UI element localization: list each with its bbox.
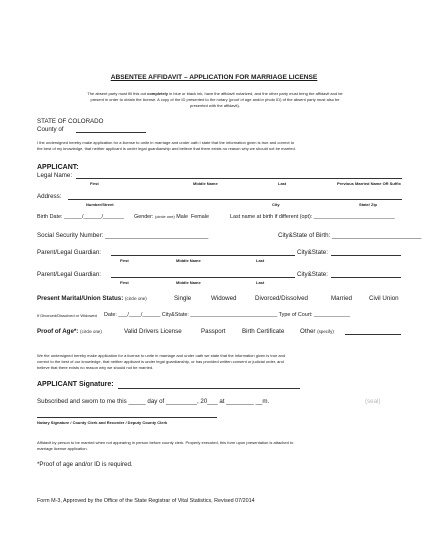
proof-of-age-label: Proof of Age*: xyxy=(37,328,79,335)
guardian2-city-state-label: City&State: xyxy=(297,271,328,278)
affidavit-note-line2: marriage license application. xyxy=(37,446,88,451)
guardian2-label: Parent/Legal Guardian: xyxy=(37,271,101,278)
address-label: Address: xyxy=(37,193,62,200)
legal-name-field[interactable] xyxy=(76,178,402,179)
circle-one-hint: (circle one) xyxy=(154,214,175,219)
guardian2-last-sublabel: Last xyxy=(256,280,265,285)
marital-option-civil-union[interactable]: Civil Union xyxy=(369,295,399,302)
applicant-heading: APPLICANT: xyxy=(37,164,79,171)
marital-option-married[interactable]: Married xyxy=(331,295,352,302)
marital-status-label: Present Marital/Union Status: xyxy=(37,295,124,302)
proof-other-field[interactable] xyxy=(345,334,401,335)
legal-name-label: Legal Name: xyxy=(37,172,73,179)
sworn-statement[interactable]: Subscribed and sworn to me this _____ day of _________, 20___ at ________ __m. xyxy=(37,398,270,405)
guardian1-city-state-field[interactable] xyxy=(331,255,401,256)
oath-line2: the best of my knowledge, that neither applicant is under legal guardianship and believe that there exists no reason why we should not be married. xyxy=(37,146,296,151)
county-field[interactable] xyxy=(76,132,146,133)
guardian1-name-field[interactable] xyxy=(111,255,295,256)
proof-other-label: Other xyxy=(300,328,316,335)
proof-required-note: *Proof of age and/or ID is required. xyxy=(37,461,133,468)
seal-label: (seal) xyxy=(365,398,381,405)
intro-text: The absent party must fill this out xyxy=(87,91,148,96)
notary-signature-field[interactable] xyxy=(37,417,217,418)
ssn-label[interactable]: Social Security Number: ______________________________ xyxy=(37,232,209,239)
intro-text: in blue or black ink, have the affidavit notarized, and the other party must bring the affidavit and be xyxy=(168,91,343,96)
name-last-sublabel: Last xyxy=(278,181,287,186)
address-state-zip-sublabel: State/ Zip xyxy=(359,202,378,207)
if-divorced-label: If Divorced/Dissolved or Widowed xyxy=(37,313,97,318)
gender-option-female[interactable]: Female xyxy=(190,214,209,220)
circle-one-hint: (circle one) xyxy=(125,296,147,301)
guardian1-middle-sublabel: Middle Name xyxy=(176,258,201,263)
proof-of-age-group xyxy=(37,328,102,335)
notary-signature-label: Notary Signature / County Clerk and Recorder / Deputy County Clerk xyxy=(37,420,168,425)
guardian1-first-sublabel: First xyxy=(120,258,129,263)
guardian2-middle-sublabel: Middle Name xyxy=(176,280,201,285)
intro-instructions-line3: presented with the affidavit). xyxy=(190,103,240,108)
name-first-sublabel: First xyxy=(90,181,99,186)
county-label: County of xyxy=(37,126,64,133)
declaration-line2: correct to the best of our knowledge, that neither applicant is under legal guardianship, or has provided written consent or judicial order, and xyxy=(37,359,284,364)
guardian2-city-state-field[interactable] xyxy=(331,277,401,278)
guardian1-city-state-label: City&State: xyxy=(297,249,328,256)
guardian2-name-field[interactable] xyxy=(111,277,295,278)
marital-option-single[interactable]: Single xyxy=(174,295,192,302)
proof-option-other[interactable] xyxy=(300,328,334,335)
proof-option-drivers-license[interactable]: Valid Drivers License xyxy=(124,328,182,335)
proof-option-birth-certificate[interactable]: Birth Certificate xyxy=(242,328,285,335)
guardian1-last-sublabel: Last xyxy=(256,258,265,263)
name-middle-sublabel: Middle Name xyxy=(193,181,218,186)
form-footer: Form M-3, Approved by the Office of the State Registrar of Vital Statistics, Revised 07/2014 xyxy=(37,498,255,504)
gender-group xyxy=(134,214,209,220)
guardian2-first-sublabel: First xyxy=(120,280,129,285)
intro-instructions-line2: present in order to obtain the license. A copy of the ID presented to the notary (proof of age and/or photo ID) of the absent party must also be xyxy=(90,97,340,102)
address-field[interactable] xyxy=(68,199,402,200)
address-city-sublabel: City xyxy=(272,202,280,207)
applicant-signature-field[interactable] xyxy=(118,388,300,389)
marital-option-widowed[interactable]: Widowed xyxy=(211,295,237,302)
marital-status-group xyxy=(37,295,147,302)
intro-instructions xyxy=(20,91,410,96)
gender-label: Gender: xyxy=(134,214,154,220)
form-title: ABSENTEE AFFIDAVIT – APPLICATION FOR MARRIAGE LICENSE xyxy=(110,74,318,81)
oath-line1: I the undersigned hereby make application for a license to unite in marriage and under oath I state that the information given is true and correct to xyxy=(37,140,295,145)
intro-emphasis: completely xyxy=(147,91,169,96)
state-label: STATE OF COLORADO xyxy=(37,118,104,125)
guardian1-label: Parent/Legal Guardian: xyxy=(37,249,101,256)
birth-date-label[interactable]: Birth Date: ______/______/_______ xyxy=(37,214,124,220)
proof-option-passport[interactable]: Passport xyxy=(201,328,226,335)
address-street-sublabel: Number/Street xyxy=(86,202,114,207)
divorce-details-label[interactable]: Date: ___/____/______ City&State: _____________________________ Type of Court: ____________ xyxy=(104,312,350,318)
circle-one-hint: (circle one) xyxy=(80,329,102,334)
marital-option-divorced[interactable]: Divorced/Dissolved xyxy=(255,295,308,302)
gender-option-male[interactable]: Male xyxy=(176,214,188,220)
last-name-at-birth-label[interactable]: Last name at birth if different (opt): ___________________________ xyxy=(230,214,395,220)
affidavit-note-line1: Affidavit by person to be married when not appearing in person before county clerk. Properly executed, this form upon presentation is attached to xyxy=(37,440,294,445)
name-previous-sublabel: Previous Married Name OR Suffix xyxy=(337,181,401,186)
applicant-signature-label: APPLICANT Signature: xyxy=(37,381,114,388)
declaration-line1: We the undersigned hereby make application for a license to unite in marriage and under oath we state that the information given is true and xyxy=(37,353,286,358)
declaration-line3: believe that there exists no reason why we should not be married. xyxy=(37,365,154,370)
city-state-birth-label[interactable]: City&State of Birth: __________________________ xyxy=(278,232,422,239)
proof-specify-hint: (specify) xyxy=(317,329,334,334)
